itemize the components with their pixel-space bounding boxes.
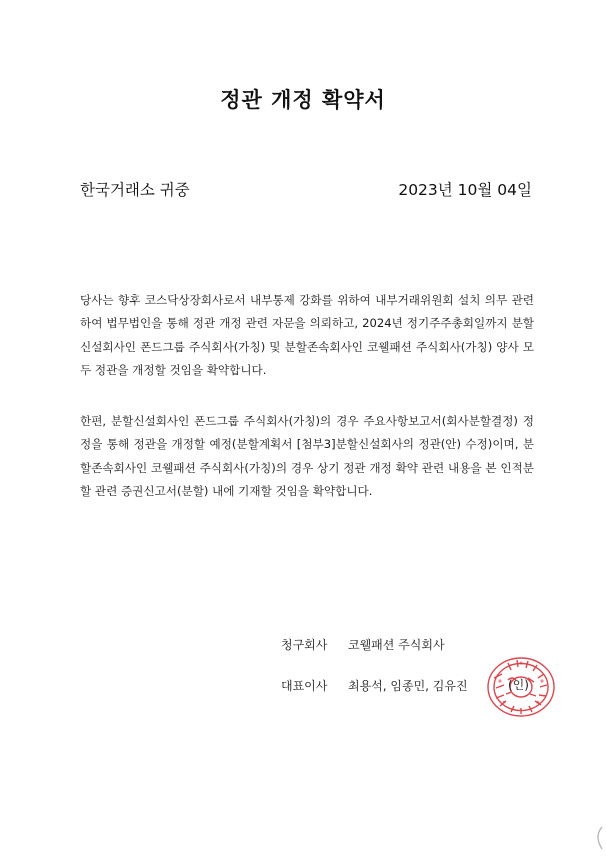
representative-names: 최용석, 임종민, 김유진 <box>348 679 468 693</box>
page-corner-mark-icon <box>588 826 604 850</box>
company-name: 코웰패션 주식회사 <box>348 638 445 652</box>
representative-label: 대표이사 <box>281 679 328 693</box>
company-label: 청구회사 <box>281 638 328 652</box>
seal-mark: (인) <box>508 678 529 692</box>
document-date: 2023년 10월 04일 <box>398 181 532 199</box>
document-title: 정관 개정 확약서 <box>220 88 386 112</box>
addressee: 한국거래소 귀중 <box>80 181 190 199</box>
body-paragraph-2: 한편, 분할신설회사인 폰드그룹 주식회사(가칭)의 경우 주요사항보고서(회사분할결정) 정정을 통해 정관을 개정할 예정(분할계획서 [첨부3]분할신설회사의 정관(안) 수정)이며, 분할존속회사인 코웰패션 주식회사(가칭)의 경우 상기 정관 개정 확약 관련 내용을 본 인적분할 관련 증권신고서(분할) 내에 기재할 것임을 확약합니다. <box>80 414 534 498</box>
body-paragraph-1: 당사는 향후 코스닥상장회사로서 내부통제 강화를 위하여 내부거래위원회 설치 의무 관련하여 법무법인을 통해 정관 개정 관련 자문을 의뢰하고, 2024년 정기주주총회일까지 분할신설회사인 폰드그룹 주식회사(가칭) 및 분할존속회사인 코웰패션 주식회사(가칭) 양사 모두 정관을 개정할 것임을 확약합니다. <box>80 293 534 377</box>
